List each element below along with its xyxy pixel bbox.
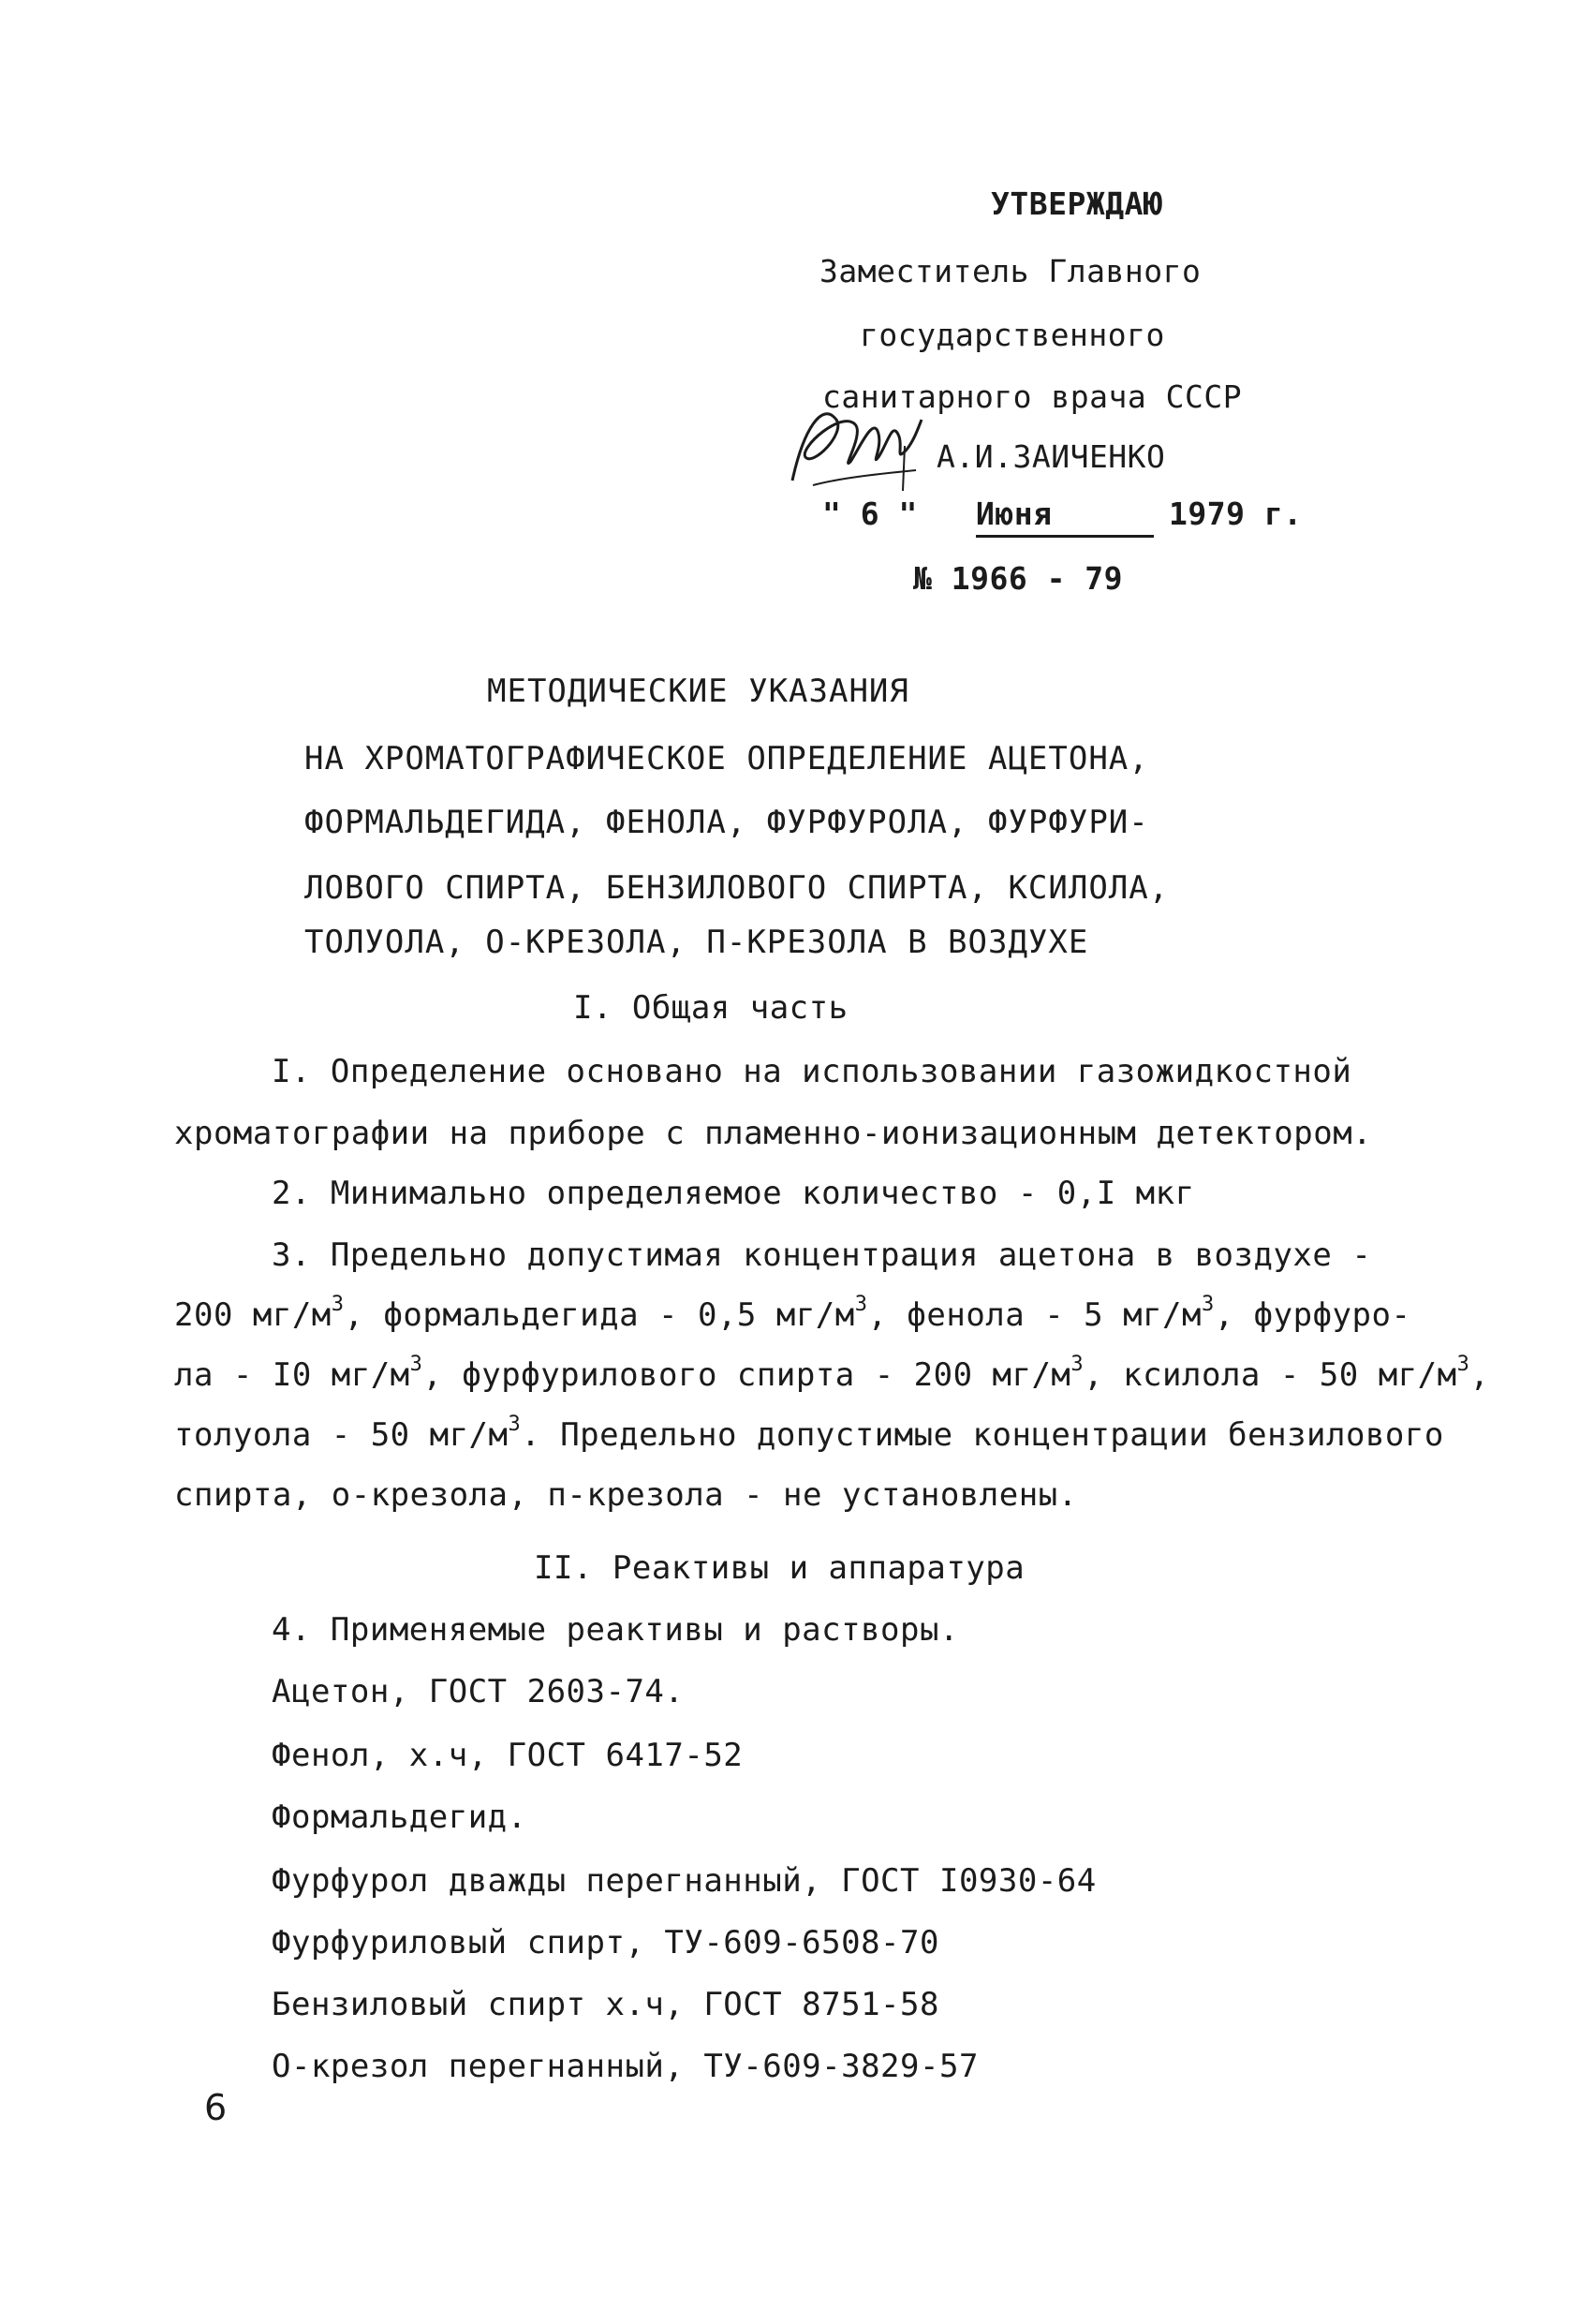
section1-p3-line1: 3. Предельно допустимая концентрация ацетона в воздухе - (272, 1236, 1372, 1274)
section1-p3-line5: спирта, о-крезола, п-крезола - не установлены. (174, 1476, 1078, 1514)
reagent-item: О-крезол перегнанный, ТУ-609-3829-57 (272, 2048, 979, 2085)
title-line5: ТОЛУОЛА, О-КРЕЗОЛА, П-КРЕЗОЛА В ВОЗДУХЕ (304, 924, 1089, 961)
title-line2: НА ХРОМАТОГРАФИЧЕСКОЕ ОПРЕДЕЛЕНИЕ АЦЕТОНА, (304, 740, 1149, 777)
superscript: 3 (854, 1292, 868, 1316)
section1-heading: I. Общая часть (573, 989, 849, 1027)
reagent-item: Ацетон, ГОСТ 2603-74. (272, 1673, 685, 1710)
reagent-item: Фенол, х.ч, ГОСТ 6417-52 (272, 1737, 744, 1774)
approval-date-year: 1979 г. (1169, 496, 1303, 532)
superscript: 3 (508, 1412, 522, 1436)
section1-p3-line4 (174, 1414, 1444, 1456)
title-line1: МЕТОДИЧЕСКИЕ УКАЗАНИЯ (487, 673, 909, 710)
section2-intro: 4. Применяемые реактивы и растворы. (272, 1611, 959, 1649)
approval-number: № 1966 - 79 (913, 560, 1124, 597)
text-fragment: , формальдегида - 0,5 мг/м (344, 1296, 855, 1334)
reagent-item: Бензиловый спирт х.ч, ГОСТ 8751-58 (272, 1986, 939, 2023)
superscript: 3 (1070, 1352, 1085, 1376)
reagent-item: Формальдегид. (272, 1799, 527, 1836)
text-fragment: , (1469, 1356, 1490, 1394)
title-line4: ЛОВОГО СПИРТА, БЕНЗИЛОВОГО СПИРТА, КСИЛОЛА, (304, 869, 1170, 907)
approval-date-month (976, 494, 1154, 538)
handwritten-signature (785, 392, 925, 495)
title-line3: ФОРМАЛЬДЕГИДА, ФЕНОЛА, ФУРФУРОЛА, ФУРФУРИ- (304, 804, 1149, 841)
approval-position-line3: санитарного врача СССР (822, 378, 1243, 415)
section1-p1-line1: I. Определение основано на использовании газожидкостной (272, 1053, 1352, 1090)
approval-heading: УТВЕРЖДАЮ (991, 185, 1163, 222)
approval-date-day: " 6 " (822, 496, 918, 532)
text-fragment: , ксилола - 50 мг/м (1084, 1356, 1457, 1394)
superscript: 3 (1201, 1292, 1215, 1316)
text-fragment: толуола - 50 мг/м (174, 1416, 509, 1454)
signature-drawing (785, 392, 925, 495)
reagent-item: Фурфуриловый спирт, ТУ-609-6508-70 (272, 1924, 939, 1961)
text-fragment: 200 мг/м (174, 1296, 332, 1334)
text-fragment: , фенола - 5 мг/м (867, 1296, 1202, 1334)
text-fragment: , фурфурилового спирта - 200 мг/м (422, 1356, 1071, 1394)
reagent-item: Фурфурол дважды перегнанный, ГОСТ I0930-64 (272, 1862, 1097, 1900)
section1-p3-line2 (174, 1292, 1411, 1336)
superscript: 3 (331, 1292, 345, 1316)
approval-position-line1: Заместитель Главного (819, 253, 1202, 289)
page-number: 6 (204, 2087, 228, 2128)
text-fragment: , фурфуро- (1214, 1296, 1411, 1334)
section1-p2: 2. Минимально определяемое количество - 0,I мкг (272, 1175, 1195, 1212)
approval-name: А.И.ЗАИЧЕНКО (937, 438, 1166, 475)
section2-heading: II. Реактивы и аппаратура (534, 1549, 1026, 1587)
approval-position-line2: государственного (860, 317, 1165, 353)
date-month-value: Июня (976, 494, 1154, 538)
section1-p3-line3 (174, 1354, 1489, 1396)
superscript: 3 (1456, 1352, 1470, 1376)
section1-p1-line2: хроматографии на приборе с пламенно-ионизационным детектором. (174, 1115, 1373, 1152)
text-fragment: . Предельно допустимые концентрации бензилового (521, 1416, 1444, 1454)
text-fragment: ла - I0 мг/м (174, 1356, 410, 1394)
superscript: 3 (409, 1352, 423, 1376)
